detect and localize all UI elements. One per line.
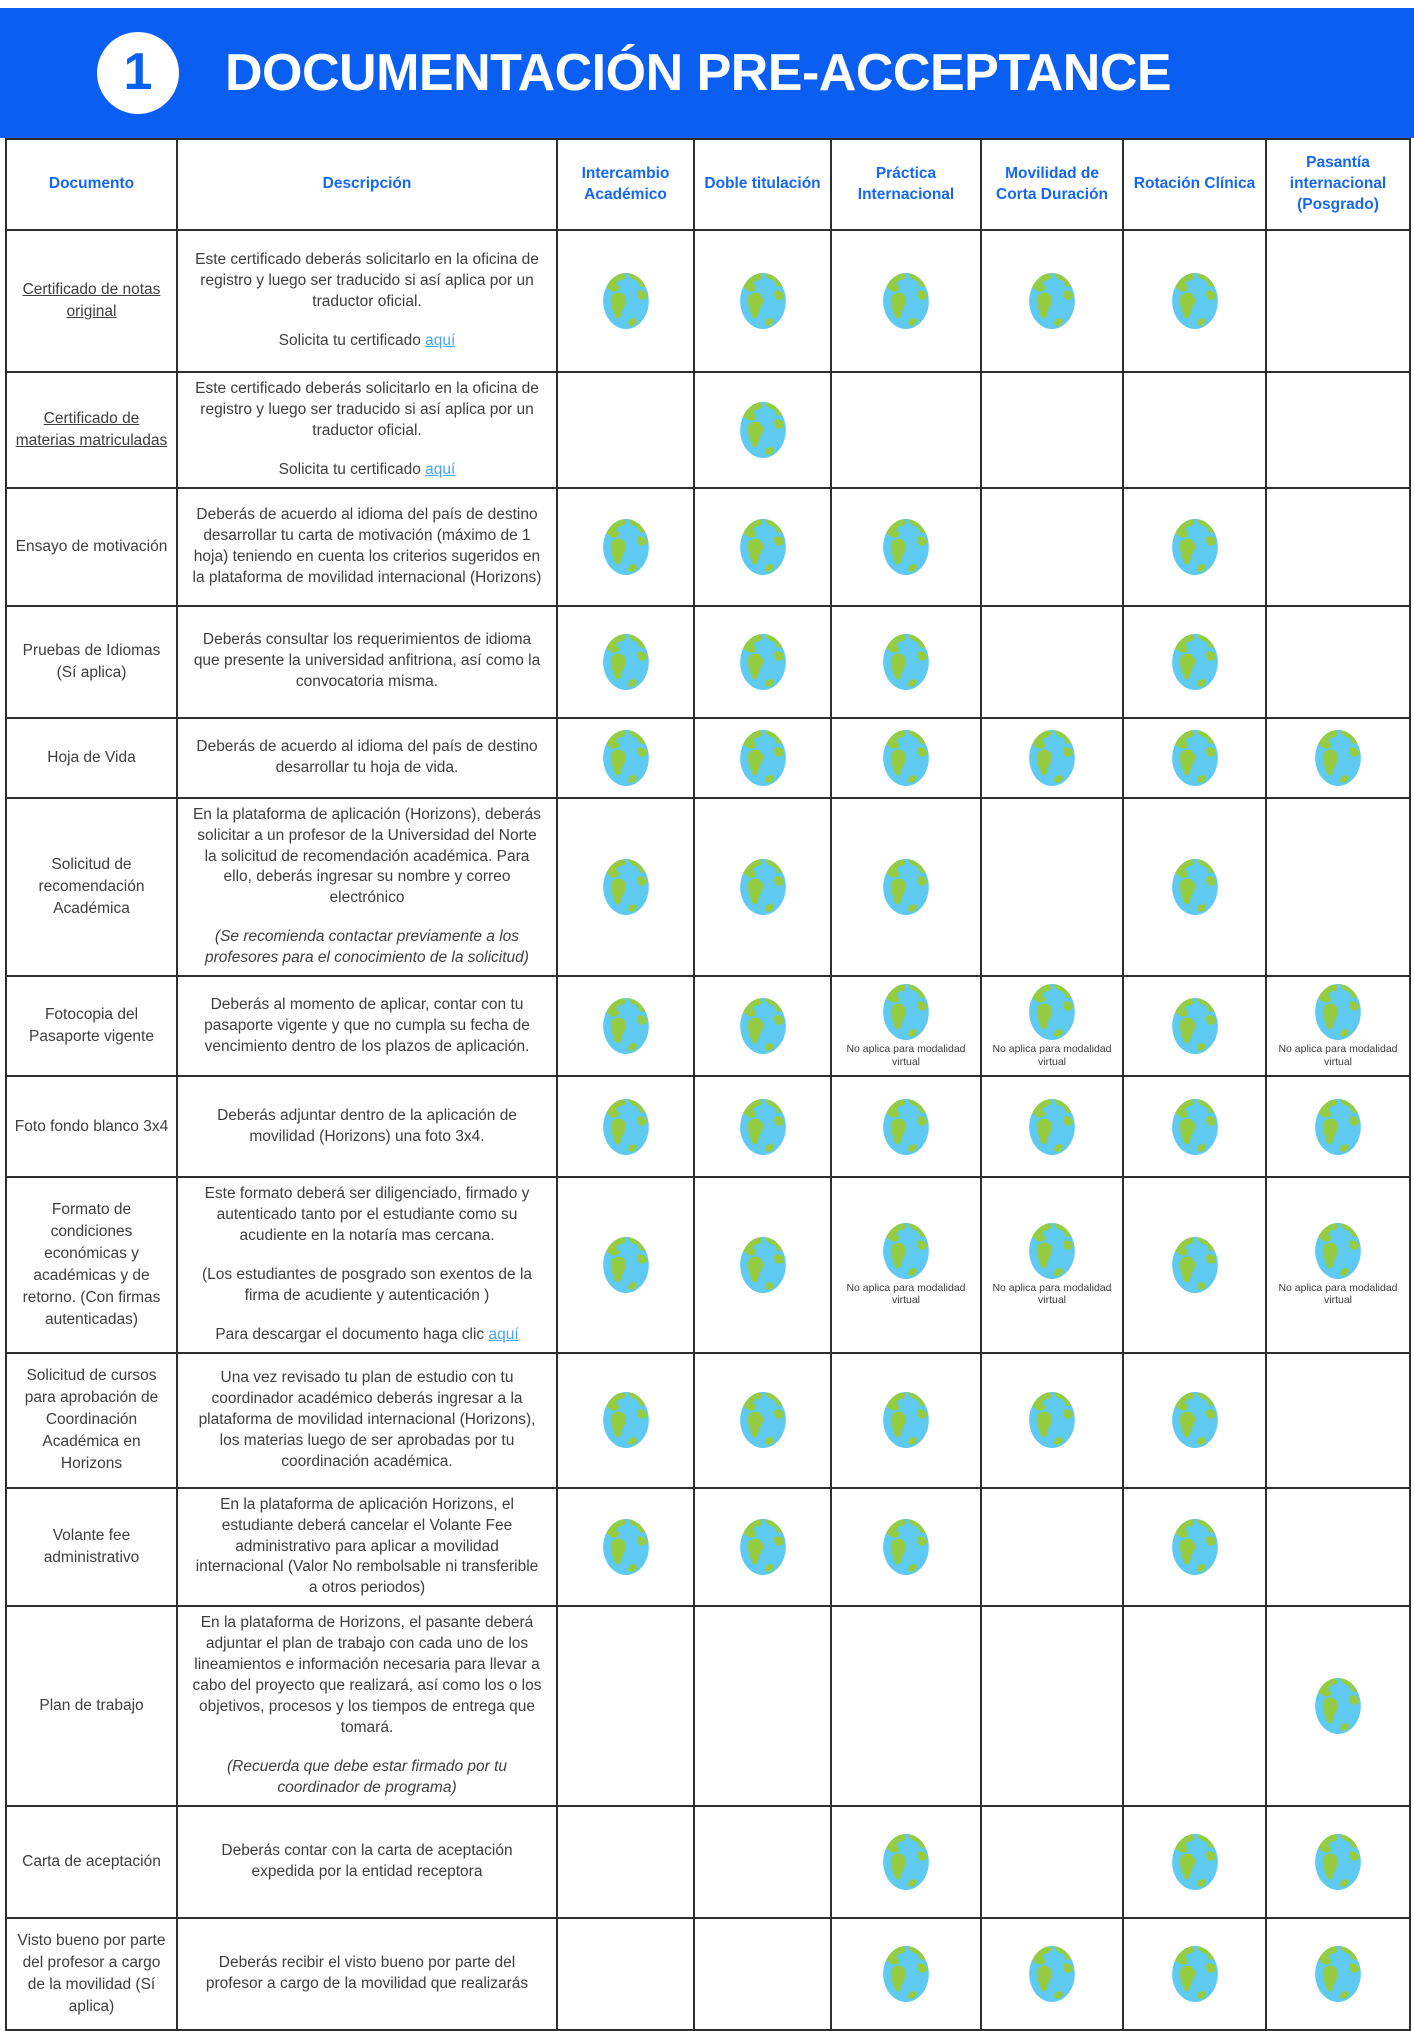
document-description-cell	[177, 488, 557, 606]
document-name-cell	[6, 230, 177, 372]
applies-cell-doble-titulacion	[694, 1606, 831, 1805]
globe-americas-icon	[1172, 273, 1218, 329]
description-paragraph: (Los estudiantes de posgrado son exentos de la firma de acudiente y autenticación )	[201, 1265, 533, 1304]
description-paragraph: Solicita tu certificado aquí	[278, 460, 456, 478]
step-number: 1	[123, 43, 153, 101]
column-header-intercambio-academico: Intercambio Académico	[557, 139, 694, 230]
column-header-rotacion-clinica: Rotación Clínica	[1123, 139, 1266, 230]
applies-cell-movilidad-corta-duracion	[981, 718, 1123, 798]
link-aquí[interactable]: aquí	[425, 460, 456, 478]
applies-cell-movilidad-corta-duracion	[981, 1918, 1123, 2030]
globe-americas-icon	[603, 519, 649, 575]
document-description-cell	[177, 1177, 557, 1353]
document-name: Plan de trabajo	[39, 1696, 144, 1714]
applies-cell-movilidad-corta-duracion	[981, 372, 1123, 488]
applies-cell-doble-titulacion	[694, 488, 831, 606]
globe-americas-icon	[883, 1392, 929, 1448]
documentation-table	[5, 138, 1411, 2031]
header-row	[6, 139, 1410, 230]
globe-americas-icon	[883, 1099, 929, 1155]
description-paragraph: Deberás recibir el visto bueno por parte del profesor a cargo de la movilidad que realizarás	[205, 1953, 529, 1992]
document-description-cell	[177, 1076, 557, 1177]
globe-americas-icon	[1315, 730, 1361, 786]
note-no-aplica-virtual: No aplica para modalidad virtual	[992, 1043, 1112, 1068]
description-paragraph: Deberás al momento de aplicar, contar con tu pasaporte vigente y que no cumpla su fecha de vencimiento dentro de los plazos de aplicación.	[204, 995, 530, 1055]
applies-cell-movilidad-corta-duracion	[981, 976, 1123, 1076]
description-paragraph: Para descargar el documento haga clic aquí	[215, 1325, 519, 1343]
document-name-cell	[6, 1177, 177, 1353]
applies-cell-pasantia-internacional-posgrado	[1266, 1353, 1410, 1488]
document-description-cell	[177, 976, 557, 1076]
globe-americas-icon	[1029, 273, 1075, 329]
table-row	[6, 718, 1410, 798]
table-row	[6, 798, 1410, 976]
applies-cell-practica-internacional	[831, 1606, 981, 1805]
document-description-cell	[177, 230, 557, 372]
applies-cell-pasantia-internacional-posgrado	[1266, 1076, 1410, 1177]
applies-cell-rotacion-clinica	[1123, 1918, 1266, 2030]
globe-americas-icon	[603, 1392, 649, 1448]
document-description-cell	[177, 1488, 557, 1607]
applies-cell-movilidad-corta-duracion	[981, 798, 1123, 976]
document-description-cell	[177, 1353, 557, 1488]
applies-cell-practica-internacional	[831, 606, 981, 718]
applies-cell-intercambio-academico	[557, 1353, 694, 1488]
globe-americas-icon	[883, 634, 929, 690]
globe-americas-icon	[1029, 1223, 1075, 1279]
description-paragraph: Solicita tu certificado aquí	[278, 331, 456, 349]
applies-cell-intercambio-academico	[557, 1606, 694, 1805]
applies-cell-practica-internacional	[831, 1076, 981, 1177]
applies-cell-rotacion-clinica	[1123, 798, 1266, 976]
applies-cell-movilidad-corta-duracion	[981, 1806, 1123, 1918]
globe-americas-icon	[883, 273, 929, 329]
applies-cell-movilidad-corta-duracion	[981, 1177, 1123, 1353]
table-row	[6, 1806, 1410, 1918]
document-description-cell	[177, 798, 557, 976]
applies-cell-pasantia-internacional-posgrado	[1266, 976, 1410, 1076]
document-name-cell	[6, 488, 177, 606]
globe-americas-icon	[1315, 984, 1361, 1040]
applies-cell-movilidad-corta-duracion	[981, 1488, 1123, 1607]
globe-americas-icon	[740, 730, 786, 786]
document-name: Hoja de Vida	[47, 748, 136, 766]
globe-americas-icon	[603, 730, 649, 786]
globe-americas-icon	[883, 1519, 929, 1575]
globe-americas-icon	[740, 1392, 786, 1448]
note-no-aplica-virtual: No aplica para modalidad virtual	[846, 1281, 966, 1307]
note-no-aplica-virtual: No aplica para modalidad virtual	[1278, 1281, 1398, 1307]
globe-americas-icon	[1029, 730, 1075, 786]
globe-americas-icon	[1172, 1237, 1218, 1293]
description-paragraph: Deberás adjuntar dentro de la aplicación de movilidad (Horizons) una foto 3x4.	[217, 1106, 517, 1145]
applies-cell-rotacion-clinica	[1123, 718, 1266, 798]
applies-cell-doble-titulacion	[694, 1177, 831, 1353]
description-paragraph: En la plataforma de aplicación Horizons, el estudiante deberá cancelar el Volante Fee administrativo para aplicar a movilidad internacional (Valor No rembolsable ni transferible a otros periodos)	[195, 1495, 539, 1597]
applies-cell-movilidad-corta-duracion	[981, 1076, 1123, 1177]
document-name: Ensayo de motivación	[15, 537, 168, 555]
applies-cell-movilidad-corta-duracion	[981, 488, 1123, 606]
globe-americas-icon	[1172, 1834, 1218, 1890]
globe-americas-icon	[1315, 1834, 1361, 1890]
applies-cell-intercambio-academico	[557, 372, 694, 488]
table-row	[6, 1488, 1410, 1607]
table-body	[6, 230, 1410, 2030]
column-header-documento: Documento	[6, 139, 177, 230]
globe-americas-icon	[883, 859, 929, 915]
link-aquí[interactable]: aquí	[425, 331, 456, 349]
globe-americas-icon	[740, 1099, 786, 1155]
link-aquí[interactable]: aquí	[488, 1325, 519, 1343]
document-description-cell	[177, 606, 557, 718]
applies-cell-doble-titulacion	[694, 1488, 831, 1607]
globe-americas-icon	[1315, 1946, 1361, 2002]
applies-cell-doble-titulacion	[694, 798, 831, 976]
document-name[interactable]: Certificado de materias matriculadas	[15, 409, 168, 449]
globe-americas-icon	[1172, 1099, 1218, 1155]
document-description-cell	[177, 1606, 557, 1805]
note-no-aplica-virtual: No aplica para modalidad virtual	[846, 1043, 966, 1068]
applies-cell-intercambio-academico	[557, 1488, 694, 1607]
applies-cell-practica-internacional	[831, 488, 981, 606]
table-row	[6, 230, 1410, 372]
table-row	[6, 1177, 1410, 1353]
globe-americas-icon	[883, 1223, 929, 1279]
document-description-cell	[177, 372, 557, 488]
table-row	[6, 1606, 1410, 1805]
applies-cell-intercambio-academico	[557, 488, 694, 606]
description-paragraph: (Recuerda que debe estar firmado por tu coordinador de programa)	[226, 1757, 508, 1796]
globe-americas-icon	[603, 998, 649, 1054]
applies-cell-rotacion-clinica	[1123, 606, 1266, 718]
applies-cell-practica-internacional	[831, 1918, 981, 2030]
applies-cell-intercambio-academico	[557, 230, 694, 372]
applies-cell-pasantia-internacional-posgrado	[1266, 1488, 1410, 1607]
globe-americas-icon	[603, 1099, 649, 1155]
note-no-aplica-virtual: No aplica para modalidad virtual	[992, 1281, 1112, 1307]
document-name-cell	[6, 1488, 177, 1607]
applies-cell-practica-internacional	[831, 1488, 981, 1607]
globe-americas-icon	[603, 273, 649, 329]
description-paragraph: Una vez revisado tu plan de estudio con tu coordinador académico deberás ingresar a la plataforma de movilidad internacional (Horizons), los materias luego de ser aprobadas por tu coordinación académica.	[198, 1368, 536, 1470]
globe-americas-icon	[740, 859, 786, 915]
applies-cell-pasantia-internacional-posgrado	[1266, 1177, 1410, 1353]
document-name: Formato de condiciones económicas y académicas y de retorno. (Con firmas autenticadas)	[22, 1200, 161, 1328]
applies-cell-doble-titulacion	[694, 1353, 831, 1488]
globe-americas-icon	[883, 519, 929, 575]
applies-cell-intercambio-academico	[557, 1918, 694, 2030]
table-row	[6, 1353, 1410, 1488]
applies-cell-intercambio-academico	[557, 718, 694, 798]
applies-cell-rotacion-clinica	[1123, 1076, 1266, 1177]
document-name-cell	[6, 1076, 177, 1177]
globe-americas-icon	[740, 1237, 786, 1293]
applies-cell-practica-internacional	[831, 1177, 981, 1353]
applies-cell-intercambio-academico	[557, 606, 694, 718]
note-no-aplica-virtual: No aplica para modalidad virtual	[1278, 1043, 1398, 1068]
globe-americas-icon	[1172, 859, 1218, 915]
document-description-cell	[177, 1918, 557, 2030]
applies-cell-pasantia-internacional-posgrado	[1266, 372, 1410, 488]
globe-americas-icon	[603, 1519, 649, 1575]
applies-cell-rotacion-clinica	[1123, 1177, 1266, 1353]
document-description-cell	[177, 1806, 557, 1918]
globe-americas-icon	[1172, 519, 1218, 575]
header-banner	[0, 8, 1414, 138]
document-name: Foto fondo blanco 3x4	[14, 1117, 169, 1135]
applies-cell-doble-titulacion	[694, 606, 831, 718]
document-name: Volante fee administrativo	[43, 1526, 140, 1566]
document-name: Fotocopia del Pasaporte vigente	[29, 1006, 154, 1046]
applies-cell-intercambio-academico	[557, 1806, 694, 1918]
globe-americas-icon	[883, 730, 929, 786]
document-name: Solicitud de recomendación Académica	[38, 855, 145, 917]
applies-cell-movilidad-corta-duracion	[981, 606, 1123, 718]
globe-americas-icon	[740, 519, 786, 575]
document-name-cell	[6, 976, 177, 1076]
applies-cell-practica-internacional	[831, 976, 981, 1076]
table-row	[6, 1918, 1410, 2030]
document-name-cell	[6, 1918, 177, 2030]
document-name-cell	[6, 1353, 177, 1488]
step-number-badge	[97, 32, 179, 114]
globe-americas-icon	[883, 1946, 929, 2002]
table-header	[6, 139, 1410, 230]
applies-cell-rotacion-clinica	[1123, 1488, 1266, 1607]
applies-cell-pasantia-internacional-posgrado	[1266, 230, 1410, 372]
globe-americas-icon	[1172, 1946, 1218, 2002]
description-paragraph: En la plataforma de Horizons, el pasante deberá adjuntar el plan de trabajo con cada uno de los lineamientos e información necesaria para llevar a cabo del proyecto que realizará, así como los o los objetivos, procesos y los tiempos de entrega que tomará.	[192, 1614, 542, 1736]
applies-cell-pasantia-internacional-posgrado	[1266, 798, 1410, 976]
applies-cell-practica-internacional	[831, 230, 981, 372]
applies-cell-practica-internacional	[831, 1806, 981, 1918]
applies-cell-movilidad-corta-duracion	[981, 1606, 1123, 1805]
globe-americas-icon	[740, 998, 786, 1054]
description-paragraph: Este certificado deberás solicitarlo en la oficina de registro y luego ser traducido si así aplica por un traductor oficial.	[195, 380, 539, 439]
description-paragraph: Deberás de acuerdo al idioma del país de destino desarrollar tu hoja de vida.	[196, 737, 538, 776]
document-name-cell	[6, 718, 177, 798]
applies-cell-rotacion-clinica	[1123, 976, 1266, 1076]
document-name: Visto bueno por parte del profesor a cargo de la movilidad (Sí aplica)	[17, 1931, 166, 2015]
column-header-descripcion: Descripción	[177, 139, 557, 230]
globe-americas-icon	[1315, 1678, 1361, 1734]
applies-cell-doble-titulacion	[694, 1076, 831, 1177]
column-header-pasantia-internacional-posgrado: Pasantía internacional (Posgrado)	[1266, 139, 1410, 230]
globe-americas-icon	[1172, 730, 1218, 786]
table-row	[6, 606, 1410, 718]
applies-cell-intercambio-academico	[557, 798, 694, 976]
globe-americas-icon	[1029, 1099, 1075, 1155]
applies-cell-intercambio-academico	[557, 1177, 694, 1353]
description-paragraph: (Se recomienda contactar previamente a los profesores para el conocimiento de la solicitud)	[205, 928, 529, 967]
applies-cell-practica-internacional	[831, 798, 981, 976]
applies-cell-movilidad-corta-duracion	[981, 230, 1123, 372]
document-name: Carta de aceptación	[22, 1852, 161, 1870]
description-paragraph: Este certificado deberás solicitarlo en la oficina de registro y luego ser traducido si así aplica por un traductor oficial.	[195, 251, 539, 310]
document-name: Solicitud de cursos para aprobación de Coordinación Académica en Horizons	[24, 1367, 159, 1473]
document-description-cell	[177, 718, 557, 798]
applies-cell-pasantia-internacional-posgrado	[1266, 606, 1410, 718]
table-row	[6, 976, 1410, 1076]
applies-cell-doble-titulacion	[694, 976, 831, 1076]
globe-americas-icon	[1172, 634, 1218, 690]
globe-americas-icon	[603, 859, 649, 915]
applies-cell-doble-titulacion	[694, 1918, 831, 2030]
document-name-cell	[6, 1806, 177, 1918]
globe-americas-icon	[883, 1834, 929, 1890]
globe-americas-icon	[883, 984, 929, 1040]
applies-cell-doble-titulacion	[694, 372, 831, 488]
applies-cell-rotacion-clinica	[1123, 1806, 1266, 1918]
globe-americas-icon	[1029, 1946, 1075, 2002]
description-paragraph: En la plataforma de aplicación (Horizons), deberás solicitar a un profesor de la Universidad del Norte la solicitud de recomendación académica. Para ello, deberás ingresar su nombre y correo electrónico	[192, 805, 542, 907]
document-name[interactable]: Certificado de notas original	[22, 281, 161, 320]
applies-cell-pasantia-internacional-posgrado	[1266, 1806, 1410, 1918]
globe-americas-icon	[1315, 1223, 1361, 1279]
applies-cell-rotacion-clinica	[1123, 372, 1266, 488]
globe-americas-icon	[1172, 1519, 1218, 1575]
applies-cell-rotacion-clinica	[1123, 230, 1266, 372]
globe-americas-icon	[1315, 1099, 1361, 1155]
description-paragraph: Este formato deberá ser diligenciado, firmado y autenticado tanto por el estudiante como su acudiente en la notaría mas cercana.	[204, 1185, 530, 1244]
globe-americas-icon	[1029, 1392, 1075, 1448]
table-row	[6, 488, 1410, 606]
globe-americas-icon	[1029, 984, 1075, 1040]
table-row	[6, 1076, 1410, 1177]
applies-cell-practica-internacional	[831, 1353, 981, 1488]
applies-cell-practica-internacional	[831, 372, 981, 488]
globe-americas-icon	[1172, 1392, 1218, 1448]
column-header-practica-internacional: Práctica Internacional	[831, 139, 981, 230]
column-header-doble-titulacion: Doble titulación	[694, 139, 831, 230]
applies-cell-doble-titulacion	[694, 1806, 831, 1918]
column-header-movilidad-corta-duracion: Movilidad de Corta Duración	[981, 139, 1123, 230]
description-paragraph: Deberás contar con la carta de aceptación expedida por la entidad receptora	[221, 1841, 513, 1880]
applies-cell-pasantia-internacional-posgrado	[1266, 488, 1410, 606]
applies-cell-intercambio-academico	[557, 1076, 694, 1177]
globe-americas-icon	[740, 634, 786, 690]
globe-americas-icon	[603, 634, 649, 690]
globe-americas-icon	[1172, 998, 1218, 1054]
document-name: Pruebas de Idiomas (Sí aplica)	[22, 641, 161, 681]
applies-cell-practica-internacional	[831, 718, 981, 798]
applies-cell-rotacion-clinica	[1123, 1353, 1266, 1488]
applies-cell-pasantia-internacional-posgrado	[1266, 1606, 1410, 1805]
description-paragraph: Deberás de acuerdo al idioma del país de destino desarrollar tu carta de motivación (máximo de 1 hoja) teniendo en cuenta los criterios sugeridos en la plataforma de movilidad internacional (Horizons)	[192, 505, 542, 586]
globe-americas-icon	[740, 1519, 786, 1575]
document-name-cell	[6, 372, 177, 488]
globe-americas-icon	[740, 273, 786, 329]
description-paragraph: Deberás consultar los requerimientos de idioma que presente la universidad anfitriona, así como la convocatoria misma.	[193, 631, 541, 691]
applies-cell-doble-titulacion	[694, 230, 831, 372]
applies-cell-pasantia-internacional-posgrado	[1266, 718, 1410, 798]
page-title: DOCUMENTACIÓN PRE-ACCEPTANCE	[225, 44, 1172, 102]
applies-cell-rotacion-clinica	[1123, 1606, 1266, 1805]
globe-americas-icon	[740, 402, 786, 458]
document-name-cell	[6, 1606, 177, 1805]
applies-cell-rotacion-clinica	[1123, 488, 1266, 606]
applies-cell-doble-titulacion	[694, 718, 831, 798]
table-row	[6, 372, 1410, 488]
globe-americas-icon	[603, 1237, 649, 1293]
applies-cell-pasantia-internacional-posgrado	[1266, 1918, 1410, 2030]
applies-cell-intercambio-academico	[557, 976, 694, 1076]
document-name-cell	[6, 606, 177, 718]
document-name-cell	[6, 798, 177, 976]
applies-cell-movilidad-corta-duracion	[981, 1353, 1123, 1488]
